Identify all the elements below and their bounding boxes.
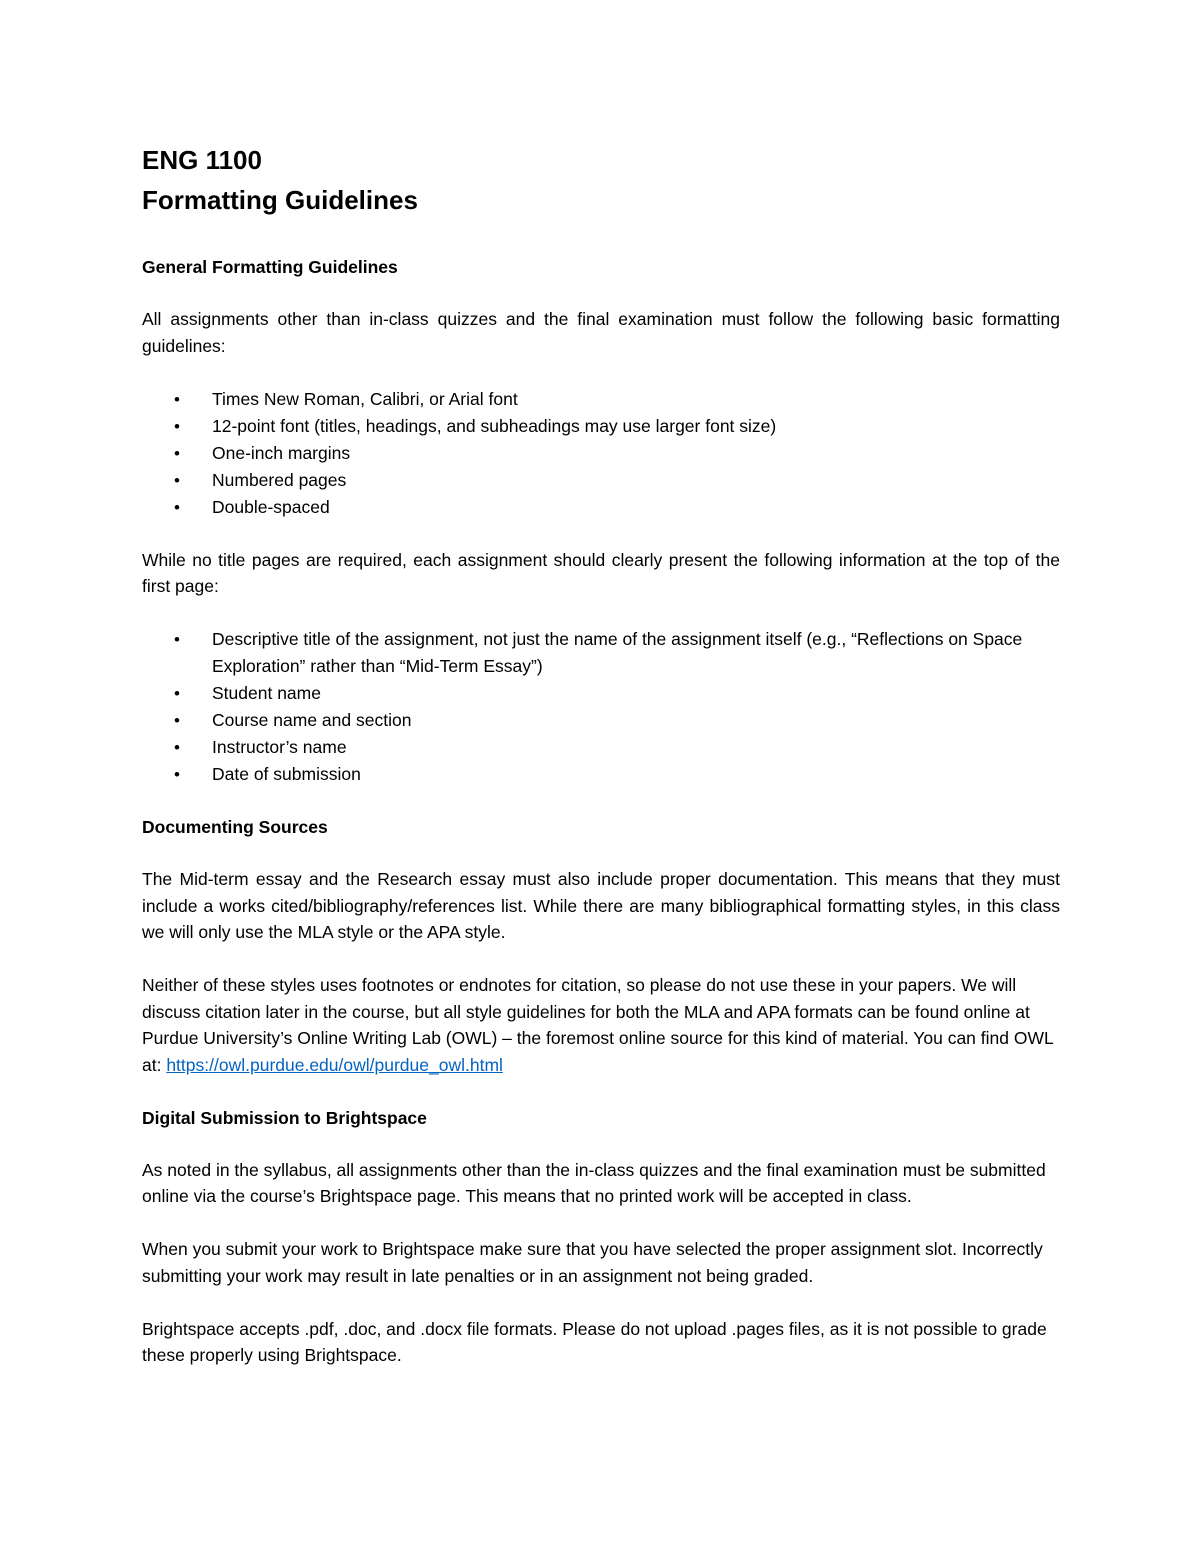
list-item-text: 12-point font (titles, headings, and subheadings may use larger font size) bbox=[212, 415, 777, 436]
title-block bbox=[142, 140, 1060, 220]
list-item bbox=[142, 761, 1060, 788]
formatting-bullet-list bbox=[142, 386, 1060, 521]
documenting-sources-heading: Documenting Sources bbox=[142, 817, 328, 837]
course-code: ENG 1100 bbox=[142, 145, 262, 175]
documenting-paragraph-2-text: Neither of these styles uses footnotes or endnotes for citation, so please do not use these in your papers. We will discuss citation later in the course, but all style guidelines for both the MLA and APA formats can be found online at Purdue University’s Online Writing Lab (OWL) – the foremost online source for this kind of material. You can find OWL at: bbox=[142, 975, 1054, 1075]
bullet-icon: • bbox=[174, 416, 180, 436]
list-item bbox=[142, 494, 1060, 521]
digital-submission-heading: Digital Submission to Brightspace bbox=[142, 1107, 427, 1128]
list-item-text: Descriptive title of the assignment, not just the name of the assignment itself (e.g., “Reflections on Space Exploration” rather than “Mid-Term Essay”) bbox=[212, 629, 1023, 676]
title-info-intro-paragraph: While no title pages are required, each assignment should clearly present the following information at the top of the first page: bbox=[142, 549, 1060, 596]
list-item bbox=[142, 413, 1060, 440]
digital-paragraph-2: When you submit your work to Brightspace make sure that you have selected the proper assignment slot. Incorrectly submitting your work may result in late penalties or in an assignment not being graded. bbox=[142, 1239, 1043, 1286]
bullet-icon: • bbox=[174, 711, 180, 730]
list-item-text: Student name bbox=[212, 683, 321, 703]
list-item bbox=[142, 440, 1060, 467]
bullet-icon: • bbox=[174, 497, 180, 517]
list-item-text: Times New Roman, Calibri, or Arial font bbox=[212, 388, 518, 409]
owl-link[interactable]: https://owl.purdue.edu/owl/purdue_owl.html bbox=[166, 1054, 503, 1075]
page-title: Formatting Guidelines bbox=[142, 185, 418, 215]
bullet-icon: • bbox=[174, 470, 180, 490]
title-info-bullet-list bbox=[142, 626, 1060, 788]
list-item bbox=[142, 707, 1060, 734]
list-item bbox=[142, 734, 1060, 761]
documenting-paragraph-2 bbox=[142, 972, 1060, 1078]
digital-paragraph-3: Brightspace accepts .pdf, .doc, and .docx file formats. Please do not upload .pages files, as it is not possible to grade these properly using Brightspace. bbox=[142, 1318, 1047, 1365]
list-item-text: Double-spaced bbox=[212, 496, 330, 517]
bullet-icon: • bbox=[174, 443, 180, 463]
bullet-icon: • bbox=[174, 738, 180, 757]
bullet-icon: • bbox=[174, 389, 180, 409]
bullet-icon: • bbox=[174, 684, 180, 703]
list-item-text: One-inch margins bbox=[212, 442, 351, 463]
document-page bbox=[142, 140, 1060, 1395]
bullet-icon: • bbox=[174, 630, 180, 649]
list-item bbox=[142, 467, 1060, 494]
list-item-text: Date of submission bbox=[212, 764, 361, 784]
documenting-paragraph-1: The Mid-term essay and the Research essay must also include proper documentation. This means that they must include a works cited/bibliography/references list. While there are many bibliographical formatting styles, in this class we will only use the MLA style or the APA style. bbox=[142, 869, 1060, 942]
list-item bbox=[142, 680, 1060, 707]
list-item-text: Instructor’s name bbox=[212, 737, 347, 757]
list-item bbox=[142, 386, 1060, 413]
list-item-text: Course name and section bbox=[212, 710, 412, 730]
list-item-text: Numbered pages bbox=[212, 469, 347, 490]
bullet-icon: • bbox=[174, 765, 180, 784]
general-intro-paragraph: All assignments other than in-class quizzes and the final examination must follow the following basic formatting guidelines: bbox=[142, 309, 1060, 356]
digital-paragraph-1: As noted in the syllabus, all assignments other than the in-class quizzes and the final examination must be submitted online via the course’s Brightspace page. This means that no printed work will be accepted in class. bbox=[142, 1159, 1046, 1206]
general-formatting-heading: General Formatting Guidelines bbox=[142, 257, 398, 277]
list-item bbox=[142, 626, 1060, 680]
